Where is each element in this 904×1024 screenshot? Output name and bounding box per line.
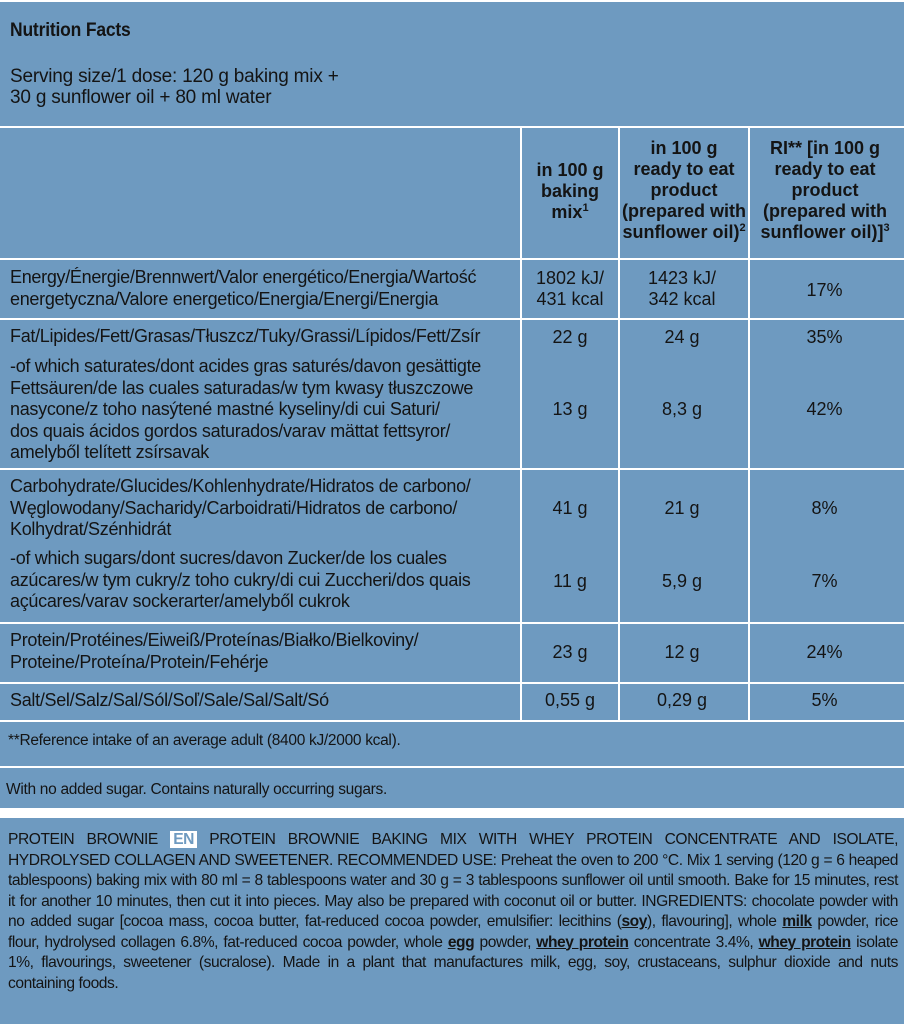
label-line: nasycone/z toho nasýtené mastné kyseliny/di cui Saturi/ xyxy=(10,399,440,419)
salt-bottom-rule xyxy=(0,720,904,722)
label-line: -of which sugars/dont sucres/davon Zucker/de los cuales xyxy=(10,548,447,568)
row-label-sugars xyxy=(10,548,520,613)
page-title: Nutrition Facts xyxy=(10,20,131,41)
description-lead: PROTEIN BROWNIE xyxy=(8,831,158,848)
protein-per-100g-prepared: 12 g xyxy=(664,642,700,662)
label-line: Kolhydrat/Szénhidrát xyxy=(10,519,172,539)
description-text: ), flavouring], whole xyxy=(646,913,783,930)
header-col3-line: RI** [in 100 g xyxy=(769,138,881,158)
saturates-per-100g-mix: 13 g xyxy=(552,399,588,419)
allergen-whey-protein: whey protein xyxy=(536,933,629,951)
header-col-baking-mix xyxy=(522,160,618,223)
header-col2-line: ready to eat xyxy=(633,159,735,179)
row-label-protein xyxy=(10,630,520,673)
fat-ri: 35% xyxy=(806,327,843,347)
header-col-prepared xyxy=(620,138,748,243)
footnote-1: 1 xyxy=(582,202,589,214)
label-line: -of which saturates/dont acides gras saturés/davon gesättigte xyxy=(10,356,481,376)
carbs-per-100g-mix: 41 g xyxy=(552,498,588,518)
carbs-ri: 8% xyxy=(811,498,838,518)
description-text: powder, rice flour, hydrolysed collagen 6.8%, fat-reduced cocoa powder, whole xyxy=(8,913,898,951)
value-line: 431 kcal xyxy=(536,289,604,309)
label-line: energetyczna/Valore energetico/Energia/Energi/Energia xyxy=(10,288,439,309)
allergen-whey-protein: whey protein xyxy=(758,933,851,951)
fat-per-100g-mix: 22 g xyxy=(552,327,588,347)
saturates-per-100g-prepared: 8,3 g xyxy=(661,399,703,419)
row-label-saturates xyxy=(10,356,520,464)
label-line: Węglowodany/Sacharidy/Carboidrati/Hidratos de carbono/ xyxy=(10,497,458,518)
row-label-fat: Fat/Lipides/Fett/Grasas/Tłuszcz/Tuky/Grassi/Lípidos/Fett/Zsír xyxy=(10,326,481,346)
header-bottom-rule xyxy=(0,258,904,260)
header-col3-line xyxy=(750,222,900,243)
allergen-soy: soy xyxy=(621,913,647,930)
header-col3-line: product xyxy=(791,180,859,200)
language-tag: EN xyxy=(170,831,197,848)
energy-ri: 17% xyxy=(806,280,843,300)
energy-per-100g-prepared xyxy=(622,268,742,310)
header-col1-line: baking xyxy=(540,181,599,201)
header-col2-line: (prepared with xyxy=(621,201,746,221)
header-col3-line: (prepared with xyxy=(762,201,887,221)
value-line: 1423 kJ/ xyxy=(647,268,717,288)
label-line: dos quais ácidos gordos saturados/varav mättat fettsyror/ xyxy=(10,420,451,441)
label-line: Proteine/Proteína/Protein/Fehérje xyxy=(10,651,269,672)
serving-size xyxy=(10,66,410,108)
label-line: Energy/Énergie/Brennwert/Valor energético/Energia/Wartość xyxy=(10,267,477,287)
header-rule xyxy=(0,126,904,128)
description-text: concentrate 3.4%, xyxy=(628,933,759,951)
section-gap xyxy=(0,808,904,818)
label-line: açúcares/varav sockerarter/amelyből cukrok xyxy=(10,591,350,611)
header-col1-line xyxy=(522,202,618,223)
footnote-2: 2 xyxy=(739,222,746,234)
sugars-per-100g-mix: 11 g xyxy=(553,571,587,591)
energy-bottom-rule xyxy=(0,318,904,320)
footnote-3: 3 xyxy=(883,222,890,234)
description-text: isolate 1%, flavourings, sweetener (sucralose). Made in a plant that manufactures milk, egg, soy, crustaceans, sulphur dioxide and nuts containing foods. xyxy=(8,933,898,992)
protein-per-100g-mix: 23 g xyxy=(552,642,588,662)
fat-bottom-rule xyxy=(0,468,904,470)
salt-per-100g-mix: 0,55 g xyxy=(544,690,596,710)
label-line: amelyből telített zsírsavak xyxy=(10,442,209,462)
sugars-ri: 7% xyxy=(811,571,838,591)
row-label-energy xyxy=(10,267,520,310)
serving-line-1: Serving size/1 dose: 120 g baking mix + xyxy=(10,66,339,87)
sugars-per-100g-prepared: 5,9 g xyxy=(661,571,703,591)
description-text: powder, xyxy=(474,933,537,951)
header-col2-line xyxy=(620,222,748,243)
salt-per-100g-prepared: 0,29 g xyxy=(656,690,708,710)
label-line: Protein/Protéines/Eiweiß/Proteínas/Białko/Bielkoviny/ xyxy=(10,630,419,650)
note-bottom-rule xyxy=(0,766,904,768)
header-col1-line: in 100 g xyxy=(536,160,604,180)
protein-bottom-rule xyxy=(0,682,904,684)
row-label-carbohydrate xyxy=(10,476,520,541)
product-description xyxy=(8,830,898,994)
protein-ri: 24% xyxy=(806,642,843,662)
top-border xyxy=(0,0,904,2)
fat-per-100g-prepared: 24 g xyxy=(664,327,700,347)
value-line: 1802 kJ/ xyxy=(535,268,605,288)
no-added-sugar-note: With no added sugar. Contains naturally occurring sugars. xyxy=(6,781,387,798)
saturates-ri: 42% xyxy=(806,399,843,419)
header-col-ri xyxy=(750,138,900,243)
allergen-egg: egg xyxy=(447,933,475,951)
salt-ri: 5% xyxy=(811,690,838,710)
energy-per-100g-mix xyxy=(520,268,620,310)
carbs-bottom-rule xyxy=(0,622,904,624)
header-col2-line: product xyxy=(650,180,718,200)
row-label-salt: Salt/Sel/Salz/Sal/Sól/Soľ/Sale/Sal/Salt/Só xyxy=(10,690,329,710)
label-line: Fettsäuren/de las cuales saturadas/w tym kwasy tłuszczowe xyxy=(10,377,474,398)
header-col1-text: mix xyxy=(551,202,583,222)
header-col2-text: sunflower oil) xyxy=(622,222,740,242)
header-col3-text: sunflower oil)] xyxy=(760,222,884,242)
label-line: azúcares/w tym cukry/z toho cukry/di cui Zuccheri/dos quais xyxy=(10,569,471,590)
header-col2-line: in 100 g xyxy=(650,138,718,158)
allergen-milk: milk xyxy=(782,913,812,930)
header-col3-line: ready to eat xyxy=(774,159,876,179)
label-line: Carbohydrate/Glucides/Kohlenhydrate/Hidratos de carbono/ xyxy=(10,476,471,496)
value-line: 342 kcal xyxy=(648,289,716,309)
carbs-per-100g-prepared: 21 g xyxy=(664,498,700,518)
description-text: PROTEIN BROWNIE BAKING MIX WITH WHEY PROTEIN CONCENTRATE AND ISOLATE, HYDROLYSED COLLAGEN AND SWEETENER. RECOMMENDED USE: Preheat the oven to 200 °C. Mix 1 serving (120 g = 6 heaped tablespoons) baking mix with 80 ml = 8 tablespoons water and 30 g = 3 tablespoons sunflower oil until smooth. Bake for 15 minutes, rest it for another 10 minutes, then cut it into pieces. May also be prepared with coconut oil or butter. INGREDIENTS: chocolate powder with no added sugar [cocoa mass, cocoa butter, fat-reduced cocoa powder, emulsifier: lecithins ( xyxy=(8,831,899,930)
reference-intake-note: **Reference intake of an average adult (8400 kJ/2000 kcal). xyxy=(8,732,401,749)
serving-line-2: 30 g sunflower oil + 80 ml water xyxy=(10,87,272,108)
